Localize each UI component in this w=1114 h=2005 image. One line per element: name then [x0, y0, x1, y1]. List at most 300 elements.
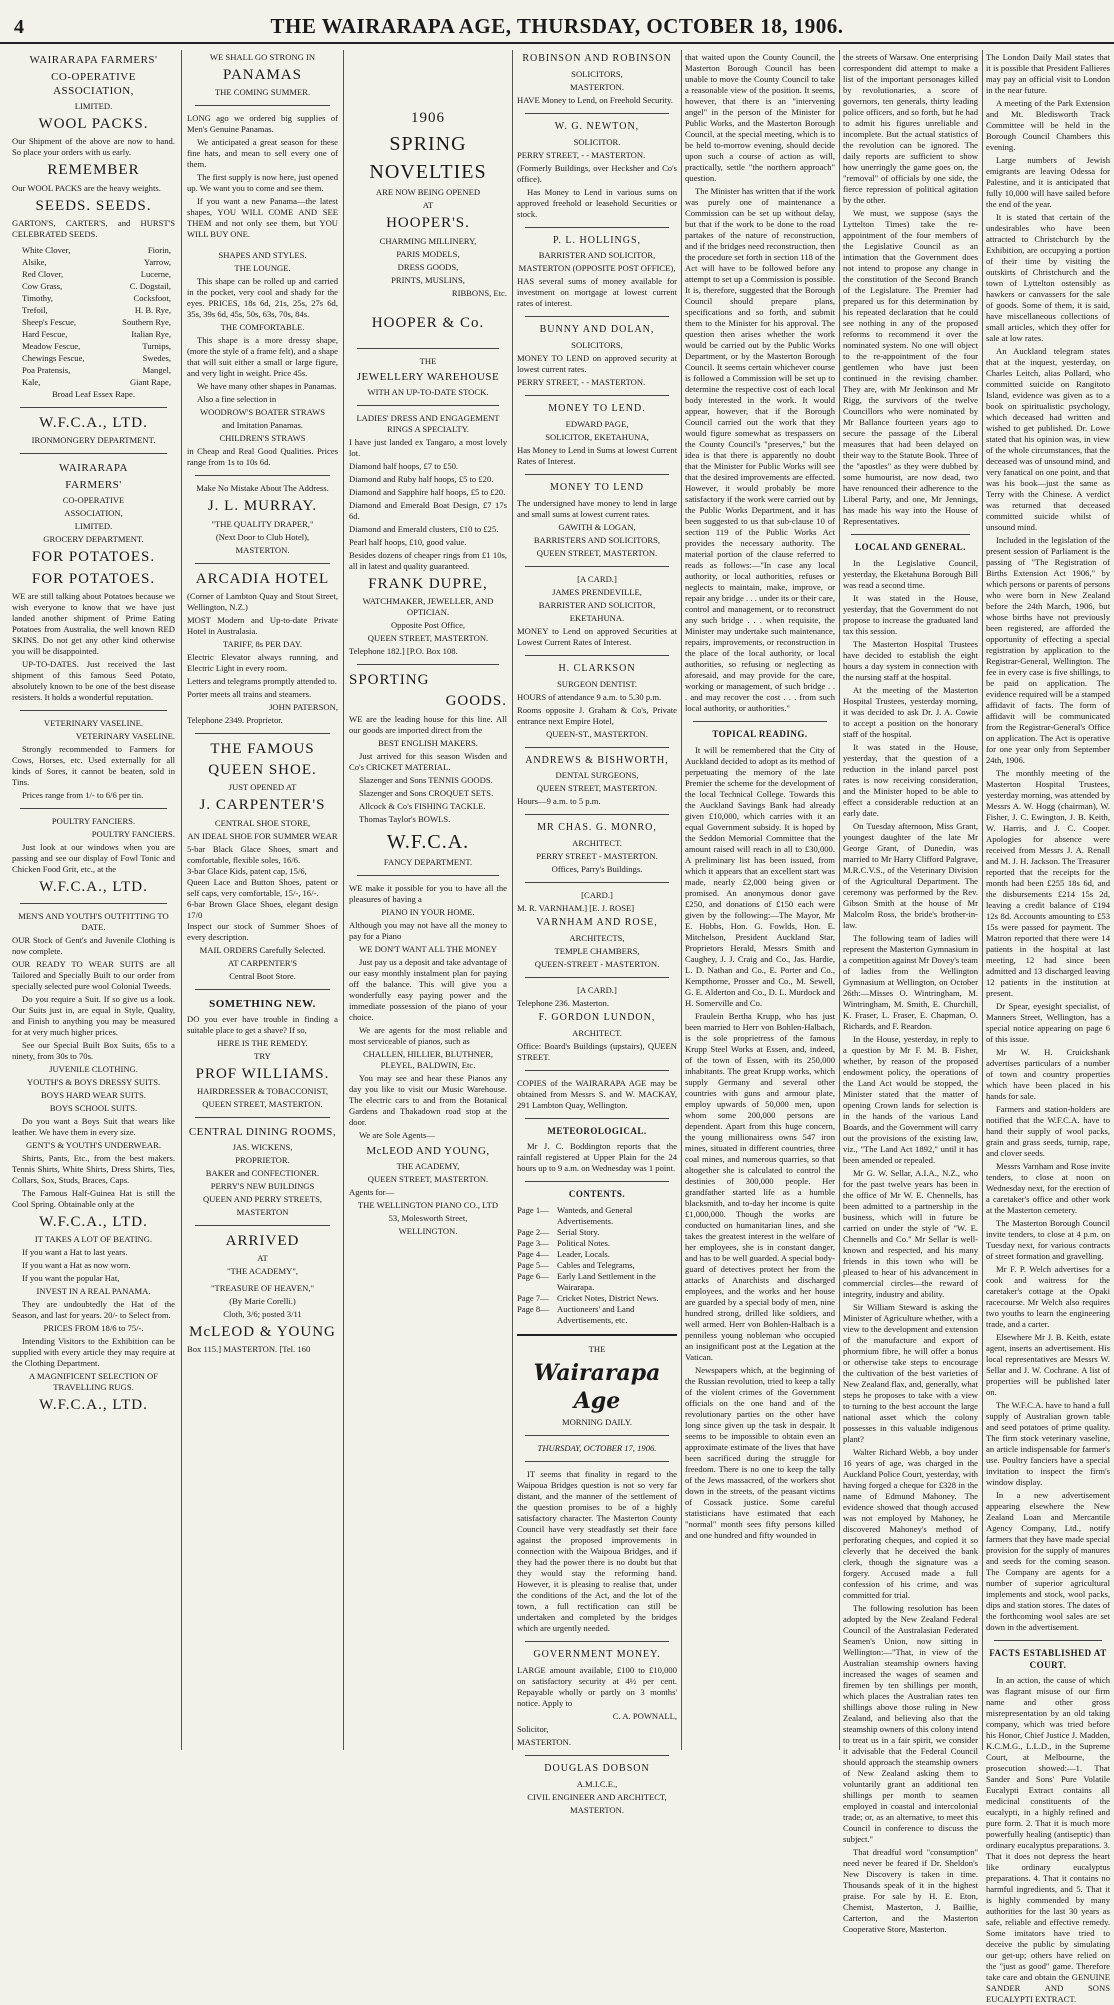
- ad-text: MASTERTON.: [517, 1736, 571, 1747]
- divider: [195, 475, 330, 476]
- hooper-item: DRESS GOODS,: [397, 261, 459, 272]
- contents-page: Page 7—: [517, 1292, 549, 1303]
- column-3-advertisements: [349, 50, 507, 1750]
- contents-page: Page 2—: [517, 1226, 549, 1237]
- subheading: MAIL ORDERS Carefully Selected.: [199, 944, 326, 955]
- firm-name: VARNHAM AND ROSE,: [536, 917, 658, 929]
- subheading: WITH AN UP-TO-DATE STOCK.: [367, 386, 489, 397]
- ad-text: This shape can be rolled up and carried in the pocket, very cool and shady for the eyes. PRICES, 18s 6d, 21s, 25s, 27s 6d, 35s, 39s 6d, 45s, 50s, 63s, 70s, 84s.: [187, 276, 338, 320]
- seed-name: Southern Rye,: [122, 316, 171, 327]
- seeds-heading: SEEDS. SEEDS.: [35, 197, 152, 214]
- subheading: PIANO IN YOUR HOME.: [381, 906, 475, 917]
- woolpacks-heading: WOOL PACKS.: [38, 116, 149, 133]
- subheading: 53, Molesworth Street,: [388, 1212, 468, 1223]
- ad-text: Just arrived for this season Wisden and Co's CRICKET MATERIAL.: [349, 750, 507, 772]
- subheading: QUEEN STREET, MASTERTON.: [367, 1173, 489, 1184]
- divider: [851, 534, 970, 535]
- ad-text: OUR Stock of Gent's and Juvenile Clothing is now complete.: [12, 935, 175, 957]
- wfca-name: W.F.C.A.: [386, 830, 470, 853]
- ad-text: Thomas Taylor's BOWLS.: [359, 813, 451, 824]
- seed-row: [22, 305, 171, 316]
- subheading: FANCY DEPARTMENT.: [383, 856, 473, 867]
- article-text: The following resolution has been adopted by the New Zealand Federal Council of the Australasian Federated Seamen's Union, now sitting in Wellington:—"That, in view of the Australian steamship owners having increased the wages of seamen and firemen by ten shillings per month, which places the Australian rates ten shillings above those ruling in New Zealand, and believing also that the steamship owners of this colony intend to treat us in a fair spirit, we consider it advisable that the Federal Council should approach the steamship owners of New Zealand asking them to voluntarily grant an additional ten shillings per month to seamen employed in coastal and intercolonial trade; or, as an alternative, to meet this Council in conference to discuss the subject.": [843, 1602, 978, 1844]
- subheading: WE DON'T WANT ALL THE MONEY: [359, 943, 497, 954]
- divider: [525, 1435, 669, 1436]
- subheading: SHAPES AND STYLES.: [218, 250, 307, 261]
- wfca-heading-line: LIMITED.: [74, 521, 113, 532]
- seed-name: Hard Fescue,: [22, 328, 68, 339]
- contents-page: Page 3—: [517, 1237, 549, 1248]
- ad-text: (Corner of Lambton Quay and Stout Street, Wellington, N.Z.): [187, 590, 338, 612]
- ad-text: HAS several sums of money available for investment on mortgage at lowest current rates of interest.: [517, 276, 677, 309]
- subheading: QUEEN AND PERRY STREETS,: [202, 1193, 323, 1204]
- ad-text: We are Sole Agents—: [359, 1129, 435, 1140]
- contents-page: Page 8—: [517, 1303, 549, 1314]
- ad-text: in Cheap and Real Good Qualities. Prices range from 1s to 10s 6d.: [187, 446, 338, 468]
- wfca-heading-line: ASSOCIATION,: [64, 508, 123, 519]
- article-text: The London Daily Mail states that it is possible that President Fallieres may pay an official visit to London in the near future.: [986, 52, 1110, 95]
- subheading: EKETAHUNA.: [569, 612, 625, 623]
- arrived-heading: ARRIVED: [225, 1232, 300, 1249]
- contents-row: [517, 1260, 677, 1271]
- subheading: QUEEN STREET, MASTERTON.: [536, 783, 658, 794]
- ad-text: OUR READY TO WEAR SUITS are all Tailored and Specially Built to our order from specially selected pure wool Colonial Tweeds.: [12, 959, 175, 992]
- ad-text: Has Money to Lend in Sums at lowest Current Rates of Interest.: [517, 444, 677, 466]
- ad-text: Strongly recommended to Farmers for Cows, Horses, etc. Used externally for all kinds of Sores, it cannot be beaten, sold in Tins.: [12, 743, 175, 787]
- article-text: That dreadful word "consumption" need never be feared if Dr. Sheldon's New Discovery is taken in time. Thousands speak of it in the highest praise. For sale by H. E. Eton, Chemist, Masterton, J. Baillie, Carterton, and the Masterton Cooperative Store, Masterton.: [843, 1846, 978, 1934]
- ring-list: [349, 461, 507, 572]
- subheading: A.M.I.C.E.,: [576, 1778, 618, 1789]
- hat-lines: [12, 1247, 175, 1284]
- ad-text: MONEY TO LEND on approved security at lowest current rates.: [517, 353, 677, 375]
- subheading: Make No Mistake About The Address.: [196, 483, 329, 494]
- wfca-heading-line: WAIRARAPA: [59, 462, 128, 475]
- subheading: THE: [419, 355, 437, 366]
- subheading: THE COMFORTABLE.: [220, 322, 305, 333]
- ad-text: We anticipated a great season for these fine hats, and mean to sell every one of them.: [187, 137, 338, 170]
- subheading: SURGEON DENTIST.: [556, 678, 638, 689]
- seed-name: Sheep's Fescue,: [22, 316, 77, 327]
- contents-row: [517, 1249, 677, 1260]
- arcadia-heading: ARCADIA HOTEL: [195, 570, 330, 587]
- ad-text: The Famous Half-Guinea Hat is still the Cool Spring. Obtainable only at the: [12, 1188, 175, 1210]
- ad-text: Electric Elevator always running, and Electric Light in every room.: [187, 651, 338, 673]
- hat-line: If you want a Hat to last years.: [22, 1247, 128, 1258]
- subheading: JAS. WICKENS,: [232, 1141, 293, 1152]
- ad-text: See our Special Built Box Suits, 65s to a ninety, from 30s to 70s.: [12, 1040, 175, 1062]
- dateline: THURSDAY, OCTOBER 17, 1906.: [537, 1443, 657, 1454]
- ad-text: Our WOOL PACKS are the heavy weights.: [12, 182, 161, 193]
- meteorological-heading: METEOROLOGICAL.: [547, 1125, 647, 1136]
- department-name: GROCERY DEPARTMENT.: [43, 534, 144, 545]
- topical-reading-heading: TOPICAL READING.: [712, 729, 808, 739]
- subheading: HERE IS THE REMEDY.: [217, 1037, 308, 1048]
- column-4-professional-cards: [517, 50, 677, 1815]
- ring-item: Diamond half hoops, £7 to £50.: [349, 460, 459, 471]
- divider: [525, 566, 669, 567]
- subheading: QUEEN STREET, MASTERTON.: [367, 633, 489, 644]
- subheading: MASTERTON: [236, 1206, 289, 1217]
- article-text: that waited upon the County Council, the Masterton Borough Council has been unable to move the County Council to take a reasonable view of the position. It seems, however, that there is an "intervening angel" in the person of the Minister for Public Works, and the Masterton Borough Council, at the special meeting, which is to be held to-morrow evening, should decide upon such a course of action as will, practically, settle "the northern approach" question.: [685, 52, 835, 183]
- mcleod-heading: McLEOD & YOUNG: [189, 1324, 336, 1341]
- seed-last: Broad Leaf Essex Rape.: [51, 388, 136, 399]
- hooper-name: HOOPER & Co.: [371, 314, 485, 331]
- divider: [357, 875, 499, 876]
- ad-text: Hours—9 a.m. to 5 p.m.: [517, 796, 601, 807]
- subheading: [CARD.]: [581, 890, 613, 901]
- seed-list: [12, 245, 175, 388]
- subheading: WOODROW'S BOATER STRAWS: [200, 407, 325, 418]
- firm-name: ANDREWS & BISHWORTH,: [525, 754, 669, 766]
- article-text: The Masterton Hospital Trustees have decided to establish the eight hours a day system in connection with the nursing staff at the hospital.: [843, 638, 978, 682]
- subheading: Cloth, 3/6; posted 3/11: [223, 1309, 302, 1320]
- seed-row: [22, 317, 171, 328]
- subheading: PRICES FROM 18/6 to 75/-.: [43, 1323, 144, 1334]
- subheading: DENTAL SURGEONS,: [555, 770, 639, 781]
- ad-text: HAVE Money to Lend, on Freehold Security.: [517, 94, 673, 105]
- subheading: A MAGNIFICENT SELECTION OF TRAVELLING RUGS.: [29, 1371, 158, 1393]
- seed-name: Poa Pratensis,: [22, 364, 71, 375]
- seed-row: [22, 329, 171, 340]
- subheading: BARRISTERS AND SOLICITORS,: [533, 534, 661, 545]
- subheading: ARCHITECT.: [572, 838, 622, 849]
- divider: [195, 733, 330, 734]
- goods-heading: GOODS.: [445, 693, 507, 710]
- subheading: PERRY'S NEW BUILDINGS: [210, 1180, 315, 1191]
- article-text: At the meeting of the Masterton Hospital Trustees, yesterday morning, it was decided to ask Dr. J. A. Cowie to accept a position on the honorary staff of the hospital.: [843, 684, 978, 739]
- subheading: and Imitation Panamas.: [222, 420, 303, 431]
- subheading: AT: [422, 200, 434, 211]
- subheading: GENT'S & YOUTH'S UNDERWEAR.: [25, 1140, 162, 1151]
- contents-row: [517, 1227, 677, 1238]
- seed-name: Fiorin,: [147, 244, 171, 255]
- subheading: BAKER and CONFECTIONER.: [205, 1167, 320, 1178]
- newspaper-nameplate: Wairarapa Age: [533, 1359, 661, 1414]
- wfca-name: W.F.C.A., LTD.: [39, 1397, 148, 1414]
- seed-name: Swedes,: [142, 352, 171, 363]
- remember-heading: REMEMBER: [47, 162, 140, 179]
- ad-text: WE are still talking about Potatoes because we wish everyone to know that we have just landed another shipment of Prime Eating Potatoes from Australia, the well known RED SKINS. Do not get any other kind otherwise you will be disappointed.: [12, 590, 175, 656]
- something-new-heading: SOMETHING NEW.: [209, 997, 316, 1010]
- seed-name: C. Dogstail,: [129, 280, 171, 291]
- ad-text: COPIES of the WAIRARAPA AGE may be obtained from Messrs S. and W. MACKAY, 291 Lambton Quay, Wellington.: [517, 1077, 677, 1110]
- subheading: HAIRDRESSER & TOBACCONIST,: [196, 1085, 329, 1096]
- subheading: SOLICITORS,: [571, 68, 623, 79]
- article-text: On Tuesday afternoon, Miss Grant, youngest daughter of the late Mr George Grant, of Dunedin, was married to Mr Harry Clifford Palgrave, M.R.C.V.S., of the Veterinary Division of the Agricultural Department. The ceremony was performed by the Rev. Gibson Smith at the house of Mr Malcolm Ross, the bride's brother-in-law.: [843, 820, 978, 930]
- ad-text: Letters and telegrams promptly attended to.: [187, 675, 337, 686]
- subheading: BARRISTER AND SOLICITOR,: [538, 250, 656, 261]
- column-rule: [982, 50, 983, 1750]
- article-text: It will be remembered that the City of Auckland decided to adopt as its method of perpetuating the memory of the late Premier the scheme for the development of the local Technical College. Towards this the Auckland Savings Bank had already given £10,000, which carries with it an equal Government subsidy. It is hoped by the Seddon Memorial Committee that the amount raised will reach in all to £30,000. A preliminary list has been issued, from which it appears that an excellent start was made, nearly £2,000 being given or promised. An anonymous donor gave £250, and donations of £150 each were given by the following:—The Mayor, Mr E. Hobbs, Hon. G. Fowlds, Hon. E. Mitchelson, President Auckland Star, Proprietors Herald, Messrs Smith and Caughey, J. J. Craig and Co., Jas. Hardie, L. D. Nathan and Co., E. Porter and Co., Kempthorne, Prosser and Co., M. Sewell, G. E. Alderton and Co., D. L. Murdock and H. Somerville and Co.: [685, 744, 835, 1008]
- article-text: Walter Richard Webb, a boy under 16 years of age, was charged in the Auckland Police Court, yesterday, with having forged a cheque for £328 in the name of Edmund Mahoney. The evidence showed that though accused was not employed by Mahoney, he discovered Mahoney's method of perforating cheques, and copied it so cleverly that he deceived the bank clerk, though the signature was a forgery. Accused made a full confession of his crime, and was committed for trial.: [843, 1446, 979, 1600]
- divider: [525, 395, 669, 396]
- article-text: Mr J. C. Boddington reports that the rainfall registered at Upper Plain for the 24 hours up to 9 a.m. on Wednesday was 1 point.: [517, 1141, 677, 1174]
- ad-text: GARTON'S, CARTER'S, and HURST'S CELEBRATED SEEDS.: [12, 217, 175, 239]
- divider: [20, 903, 167, 904]
- ad-text: DO you ever have trouble in finding a suitable place to get a shave? If so,: [187, 1013, 338, 1035]
- ad-text: I have just landed ex Tangaro, a most lovely lot.: [349, 436, 507, 458]
- subheading: WATCHMAKER, JEWELLER, AND OPTICIAN.: [362, 596, 494, 618]
- ad-text: They are undoubtedly the Hat of the Season, and last for years. 20/- to Select from.: [12, 1299, 175, 1321]
- divider: [525, 316, 669, 317]
- subheading: THE: [588, 1343, 606, 1354]
- ad-text: If you want a new Panama—the latest shapes, YOU WILL COME AND SEE THEM and not only see them, but YOU WILL BUY ONE.: [187, 196, 338, 240]
- subheading: THE WELLINGTON PIANO CO., LTD: [357, 1199, 499, 1210]
- ad-text: WE are the leading house for this line. All our goods are imported direct from the: [349, 713, 507, 735]
- article-text: Messrs Varnham and Rose invite tenders, to close at noon on Wednesday next, for the erection of a caretaker's office and other work at the Masterton cemetery.: [986, 1161, 1110, 1215]
- contents-item: Cricket Notes, District News.: [557, 1292, 659, 1303]
- subheading: (Next Door to Club Hotel),: [215, 531, 310, 542]
- column-1-advertisements: [12, 50, 175, 1750]
- seed-row: [22, 293, 171, 304]
- ad-text: WE make it possible for you to have all the pleasures of having a: [349, 882, 507, 904]
- divider: [525, 977, 669, 978]
- wfca-name: W.F.C.A., LTD.: [39, 414, 148, 431]
- potatoes-heading: FOR POTATOES.: [31, 549, 156, 566]
- subheading: JUST OPENED AT: [228, 782, 297, 793]
- divider: [195, 105, 330, 106]
- contents-item: Leader, Locals.: [557, 1248, 610, 1259]
- subheading: GAWITH & LOGAN,: [558, 521, 636, 532]
- ad-text: Slazenger and Sons CROQUET SETS.: [359, 787, 494, 798]
- seed-row: [22, 377, 171, 388]
- seed-name: H. B. Rye,: [134, 304, 171, 315]
- divider: [525, 655, 669, 656]
- contents-row: [517, 1293, 677, 1304]
- seed-name: Meadow Fescue,: [22, 340, 81, 351]
- ad-text: MOST Modern and Up-to-date Private Hotel in Australasia.: [187, 614, 338, 636]
- seed-row: [22, 341, 171, 352]
- divider: [994, 1640, 1102, 1641]
- subheading: INVEST IN A REAL PANAMA.: [36, 1286, 151, 1297]
- article-text: the streets of Warsaw. One enterprising correspondent did attempt to make a list of the important personages killed by revolutionaries, a score of governors, ten generals, thirty leading police officers, and so forth, but he had to admit his figures unreliable and incomplete. But the actual statistics of the revolution can be ignored. The daily reports are sufficient to show how unerringly the game goes on, the "removal" of officials by one side, the fierce repression of political agitation by the other.: [843, 52, 978, 205]
- seed-row: [22, 353, 171, 364]
- ad-text: 5-bar Black Glace Shoes, smart and comfortable, flexible soles, 16/6. 3-bar Glace Kids, patent cap, 15/6, Queen Lace and Button Shoes, patent or self caps, very comfortable, 15/-, 16/-. 6-bar Brown Glace Shoes, elegant design 17/0 Inspect our stock of Summer Shoes of every description.: [187, 843, 338, 942]
- subheading: "THE ACADEMY",: [227, 1266, 298, 1277]
- ring-item: Diamond and Emerald clusters, £10 to £25.: [349, 523, 499, 534]
- carpenter-heading: J. CARPENTER'S: [199, 797, 326, 814]
- subheading: CENTRAL SHOE STORE,: [214, 817, 311, 828]
- seed-row: [22, 245, 171, 256]
- subheading: "THE QUALITY DRAPER,": [211, 518, 314, 529]
- divider: [525, 1641, 669, 1642]
- subheading: QUEEN STREET, MASTERTON.: [536, 547, 658, 558]
- ad-text: Telephone 236. Masterton.: [517, 997, 609, 1008]
- subheading: THE LOUNGE.: [234, 263, 291, 274]
- seed-row: [22, 269, 171, 280]
- article-text: A meeting of the Park Extension and Mt. Bledisworth Track Committee will be held in the Borough Council Chambers this evening.: [986, 98, 1110, 152]
- contents-heading: CONTENTS.: [568, 1189, 626, 1200]
- ad-text: Telephone 182.] [P.O. Box 108.: [349, 646, 458, 657]
- subheading: CHILDREN'S STRAWS: [219, 433, 306, 444]
- divider: [693, 721, 827, 722]
- subheading: AT: [257, 1253, 268, 1264]
- seed-name: Turnips,: [142, 340, 171, 351]
- ring-item: Diamond and Sapphire half hoops, £5 to £20.: [349, 486, 506, 497]
- ad-text: Just look at our windows when you are passing and see our display of Fowl Tonic and Chicken Food Grit, etc., at the: [12, 841, 175, 874]
- department-name: IRONMONGERY DEPARTMENT.: [31, 435, 156, 446]
- seed-name: Trefoil,: [22, 304, 48, 315]
- masthead: [0, 14, 1114, 44]
- novelties-heading: NOVELTIES: [369, 161, 487, 184]
- article-text: The W.F.C.A. have to hand a full supply of Australian grown table and seed potatoes of prime quality. The firm stock veterinary vaseline, an article indispensable for farmer's use. Poultry fanciers have a special invitation to inspect the firm's window display.: [986, 1400, 1110, 1487]
- firm-name: P. L. HOLLINGS,: [552, 234, 642, 246]
- contents-item: Auctioneers' and Land Advertisements, etc.: [557, 1303, 635, 1325]
- sporting-heading: SPORTING: [349, 672, 430, 689]
- article-text: An Auckland telegram states that at the inquest, yesterday, on Charles Leitch, alias Pollard, who committed suicide on Rangitoto Island, evidence was given as to a book on spiritualistic psychology, which deceased had written and wished to get published. Dr. Lowe stated that his opinion was, in view of the whole circumstances, that the deceased was of unsound mind, and very fanatical on one point, and that was his book—just the same as Terry with the Chinese. A verdict was returned that deceased committed suicide whilst of unsound mind.: [986, 346, 1110, 532]
- ad-text: Office: Board's Buildings (upstairs), QUEEN STREET.: [517, 1040, 677, 1062]
- famous-heading: THE FAMOUS: [210, 740, 315, 757]
- divider: [195, 1225, 330, 1226]
- seed-name: Cow Grass,: [22, 280, 63, 291]
- subheading: [A CARD.]: [577, 573, 617, 584]
- column-rule: [512, 50, 513, 1750]
- column-5-articles: [685, 50, 835, 1750]
- subheading: QUEEN-STREET - MASTERTON.: [534, 958, 660, 969]
- divider: [525, 474, 669, 475]
- year-heading: 1906: [411, 110, 445, 126]
- seed-name: Cocksfoot,: [133, 292, 171, 303]
- ad-text: HOURS of attendance 9 a.m. to 5.30 p.m.: [517, 691, 662, 702]
- panamas-heading: PANAMAS: [223, 67, 302, 83]
- article-text: The Masterton Borough Council invite tenders, to close at 4 p.m. on Tuesday next, for various contracts of street formation and gravelling.: [986, 1218, 1110, 1261]
- ad-text: Box 115.] MASTERTON. [Tel. 160: [187, 1344, 311, 1355]
- subheading: SOLICITORS,: [571, 340, 623, 351]
- ad-text: (Formerly Buildings, over Hecksher and Co's office).: [517, 162, 677, 184]
- divider: [525, 1181, 669, 1182]
- contents-item: Cables and Telegrams,: [557, 1259, 635, 1270]
- subheading: MASTERTON.: [570, 1804, 624, 1815]
- article-text: In the House, yesterday, in reply to a question by Mr F. M. B. Fisher, whether, by reason of the proposed endowment policy, the operations of the Land Act would be stopped, the Minister stated that the matter of opening Crown lands for selection is in the hands of the various Land Boards, and the Government will carry out the provisions of the existing law, viz., "The Land Act 1892," until it has been amended or repealed.: [843, 1033, 978, 1165]
- subheading: LADIES' DRESS AND ENGAGEMENT RINGS A SPECIALTY.: [356, 412, 500, 434]
- ring-item: Diamond and Emerald Boat Design, £7 17s 6d.: [349, 499, 507, 521]
- seed-name: Timothy,: [22, 292, 53, 303]
- ad-text: PERRY STREET, - - MASTERTON.: [517, 149, 646, 160]
- ring-item: Pearl half hoops, £10, good value.: [349, 536, 467, 547]
- ad-text: Allcock & Co's FISHING TACKLE.: [359, 800, 486, 811]
- ad-text: You may see and hear these Pianos any day you like to visit our Music Warehouse. The electric cars to and from the Botanical Gardens and Thakadown road stop at the door.: [349, 1072, 507, 1127]
- ad-text: Also a fine selection in: [197, 394, 277, 405]
- firm-name: ROBINSON AND ROBINSON: [522, 53, 672, 64]
- subheading: MASTERTON (OPPOSITE POST OFFICE),: [518, 263, 676, 274]
- ad-text: Prices range from 1/- to 6/6 per tin.: [22, 789, 144, 800]
- contents-row: [517, 1205, 677, 1227]
- facts-heading: FACTS ESTABLISHED AT COURT.: [989, 1648, 1107, 1670]
- article-text: The Minister has written that if the work was purely one of maintenance a Commission can be set up without delay, but that if the work to be done to the road partakes of the nature of reconstruction, and if the bridges need reconstruction, then the procedure set forth in section 118 of the Act will have to be followed before any attempt to set up a Commission is possible. It is, therefore, suggested that the Borough Council should prepare plans, specifications and so forth, and submit them to the Minister for his approval. The question then arises whether the work would be carried out by the Public Works Department, or by the Masterton Borough Council. It seems certain whichever course is followed a Commission will be set up to determine the respective cost of each local body interested in the work. It would appear, however, that if the Borough Council carried out the work that they would figure somewhat as trespassers on the County Council's "preserves," but the idea is that there is apparently no doubt that the Minister for Public Works will see that the desired improvements are effected. However, it would probably be more satisfactory if the work were carried out by the Public Works Department, and it has been suggested to us that sub-clause 10 of section 119 of the Public Works Act provides the necessary authority. The material portion of the clause referred to reads as follows:—"In case any local authority, or local authorities, refuses or neglects to maintain, make, improve, or repair any bridge . . . under its or their care, control and management, or to reconstruct any such bridge . . . when requisite, the Minister may undertake such maintenance, repairs, improvements, or reconstruction in the place of the local authority, or local authorities, so refusing or neglecting as aforesaid, and may provide for the care, working or management, of such bridge . . . and may recover the cost . . . from such local authority, or authorities.": [685, 186, 835, 713]
- subheading: JOHN PATERSON,: [269, 701, 338, 712]
- subheading: MEN'S AND YOUTH'S OUTFITTING TO DATE.: [18, 911, 169, 933]
- page-title: THE WAIRARAPA AGE, THURSDAY, OCTOBER 18, 1906.: [270, 14, 844, 38]
- column-7-articles: [986, 50, 1110, 2005]
- dining-heading: CENTRAL DINING ROOMS,: [188, 1125, 337, 1138]
- article-text: Dr Spear, eyesight specialist, of Manners Street, Wellington, has a special notice appearing on page 6 of this issue.: [986, 1001, 1110, 1044]
- ad-text: Intending Visitors to the Exhibition can be supplied with every article they may require at the Clothing Department.: [12, 1336, 175, 1369]
- ad-text: UP-TO-DATES. Just received the last shipment of this famous Seed Potato, absolutely known to be one of the best disease resisters. It holds a wonderful reputation.: [12, 658, 175, 702]
- article-text: Mr G. W. Sellar, A.I.A., N.Z., who for the past twelve years has been in the office of Mr W. E. Chennells, has been admitted to a partnership in the business, which will in future be carried on under the style of "W. E. Chennells and Co." Mr Sellar is well-known and respected, and his many friends in this town who will be pleased to hear of his advancement in commercial circles—the reward of integrity, industry and ability.: [843, 1167, 978, 1299]
- firm-name: BUNNY AND DOLAN,: [539, 324, 655, 336]
- divider: [20, 407, 167, 408]
- subheading: YOUTH'S & BOYS DRESSY SUITS.: [26, 1077, 161, 1088]
- subheading: POULTRY FANCIERS.: [91, 828, 175, 839]
- wfca-heading-line: WAIRARAPA FARMERS': [29, 54, 158, 66]
- mcleod-heading: McLEOD AND YOUNG,: [366, 1144, 490, 1157]
- wfca-heading-line: CO-OPERATIVE: [62, 495, 125, 506]
- subheading: THE ACADEMY,: [396, 1160, 460, 1171]
- seed-name: White Clover,: [22, 244, 71, 255]
- hooper-item: RIBBONS, Etc.: [451, 287, 507, 298]
- divider: [195, 1117, 330, 1118]
- firm-name: DOUGLAS DOBSON: [544, 1762, 650, 1774]
- subheading: Offices, Parry's Buildings.: [551, 864, 643, 875]
- article-text: Large numbers of Jewish emigrants are leaving Odessa for Palestine, and it is anticipated that fully 10,000 will have sailed before the end of the year.: [986, 155, 1110, 209]
- ad-text: LARGE amount available, £100 to £10,000 on satisfactory security at 4½ per cent. Repayable wholly or partly on 3 months' notice. Apply to: [517, 1664, 677, 1708]
- article-text: It was stated in the House, yesterday, that the question of a reduction in the inland parcel post rates is now receiving consideration, and the Minister hoped to be able to effect a considerable reduction at an early date.: [843, 741, 978, 818]
- column-rule: [681, 50, 682, 1750]
- jewellery-heading: JEWELLERY WAREHOUSE: [356, 370, 500, 383]
- article-text: Mr F. P. Welch advertises for a cook and waitress for the caretaker's cottage at the Opaki racecourse. Mr Welch also requires two youths to learn the engineering trade, and a carter.: [986, 1264, 1110, 1329]
- column-rule: [181, 50, 182, 1750]
- ad-text: Our Shipment of the above are now to hand. So place your orders with us early.: [12, 136, 175, 158]
- firm-name: H. CLARKSON: [558, 662, 636, 674]
- subheading: Central Boot Store.: [229, 970, 296, 981]
- subheading: MASTERTON.: [570, 81, 624, 92]
- ad-text: We are agents for the most reliable and most serviceable of pianos, such as: [349, 1024, 507, 1046]
- hooper-item: PRINTS, MUSLINS,: [391, 274, 465, 285]
- subheading: JAMES PRENDEVILLE,: [552, 586, 642, 597]
- divider: [517, 1334, 677, 1336]
- contents-page: Page 4—: [517, 1248, 549, 1259]
- column-rule: [839, 50, 840, 1750]
- subheading: AT CARPENTER'S: [228, 957, 297, 968]
- hat-line: If you want a Hat as now worn.: [22, 1260, 131, 1271]
- contents-row: [517, 1238, 677, 1249]
- seed-name: Alsike,: [22, 256, 47, 267]
- article-text: In a new advertisement appearing elsewhere the New Zealand Loan and Mercantile Agency Company, Ltd., notify farmers that they have made special provision for the supply of manures and seeds for the coming season. The Company are agents for a number of superior agricultural implements and stock, wool packs, dips and station stores. The dates of the forthcoming wool sales are set down in the advertisement.: [986, 1490, 1110, 1632]
- subheading: SOLICITOR.: [573, 136, 621, 147]
- subheading: AN IDEAL SHOE FOR SUMMER WEAR: [187, 830, 338, 841]
- article-text: Elsewhere Mr J. B. Keith, estate agent, inserts an advertisement. His local representatives are Messrs W. Sellar and J. W. Cochrane. A list of properties will be published later on.: [986, 1332, 1110, 1397]
- ad-text: The first supply is now here, just opened up. We want you to come and see them.: [187, 172, 338, 194]
- divider: [525, 1755, 669, 1756]
- ad-text: Do you require a Suit. If so give us a look. Our Suits just in, are equal in Style, Quality, and Finish to anything you may be measured for at very much higher prices.: [12, 994, 175, 1038]
- contents-page: Page 5—: [517, 1259, 549, 1270]
- subheading: POULTRY FANCIERS.: [51, 815, 136, 826]
- wfca-heading-line: FARMERS': [65, 479, 122, 492]
- seed-row: [22, 257, 171, 268]
- subheading: VETERINARY VASELINE.: [75, 730, 175, 741]
- divider: [195, 989, 330, 990]
- ring-item: Besides dozens of cheaper rings from £1 10s, all in latest and quality guaranteed.: [349, 549, 507, 571]
- contents-list: [517, 1205, 677, 1326]
- contents-page: Page 1—: [517, 1204, 549, 1215]
- divider: [357, 405, 499, 406]
- divider: [357, 664, 499, 665]
- seed-name: Kale,: [22, 376, 41, 387]
- wfca-name: W.F.C.A., LTD.: [39, 878, 148, 895]
- ad-text: Rooms opposite J. Graham & Co's, Private entrance next Empire Hotel,: [517, 704, 677, 726]
- local-and-general-heading: LOCAL AND GENERAL.: [855, 542, 966, 552]
- murray-heading: J. L. MURRAY.: [207, 498, 318, 515]
- subheading: VETERINARY VASELINE.: [43, 717, 144, 728]
- ad-text: Although you may not have all the money to pay for a Piano: [349, 919, 507, 941]
- seed-name: Italian Rye,: [131, 328, 171, 339]
- subheading: [A CARD.]: [577, 984, 617, 995]
- article-text: Mr W. H. Cruickshank advertises particulars of a number of town and country properties which have been placed in his hands for sale.: [986, 1047, 1110, 1101]
- article-text: It was stated in the House, yesterday, that the Government do not propose to increase the graduated land tax this session.: [843, 592, 978, 636]
- contents-item: Political Notes.: [557, 1237, 610, 1248]
- contents-row: [517, 1304, 677, 1326]
- article-text: It is stated that certain of the undesirables who have been attracted to Christchurch by the Exhibition, are occupying a portion of their time by visiting the outskirts of Christchurch and the town of Lyttelton ostensibly as hawkers or canvassers for the sale of goods. Some of them, it is said, have miscellaneous collections of small articles, which they offer for sale at low rates.: [986, 212, 1110, 343]
